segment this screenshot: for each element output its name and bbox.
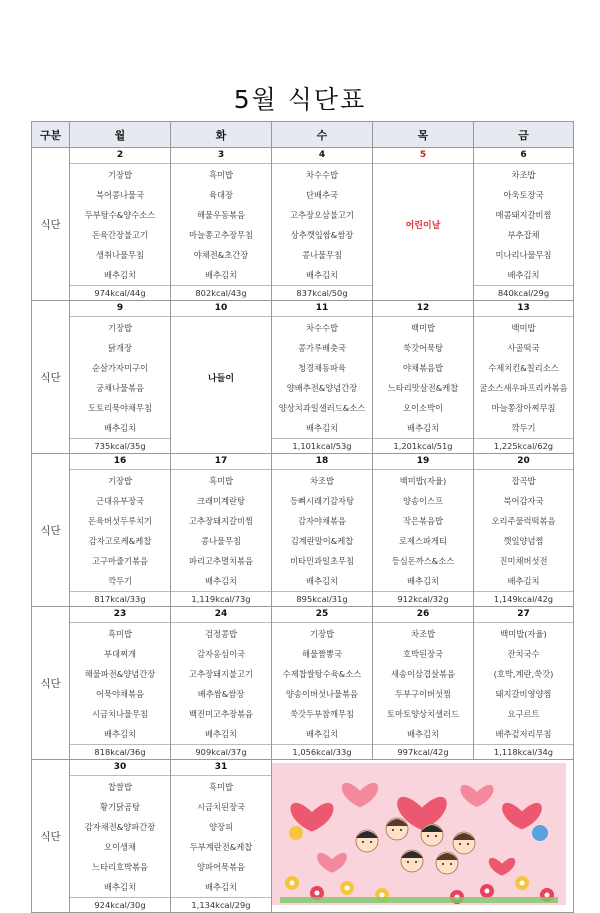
day-number: 25 (272, 607, 372, 623)
menu-items (272, 623, 372, 744)
menu-item: 백미밥 (511, 322, 536, 333)
menu-items (272, 470, 372, 591)
day-cell (474, 607, 574, 760)
header-category: 구분 (32, 122, 70, 148)
menu-item: 검정콩밥 (204, 628, 238, 639)
menu-item: 요구르트 (507, 708, 540, 719)
menu-item: 북어감자국 (503, 495, 544, 506)
kcal-value: 1,134kcal/29g (171, 897, 271, 912)
menu-item: 느타리호박볶음 (91, 861, 149, 872)
kcal-value: 837kcal/50g (272, 285, 372, 300)
menu-item: 잔치국수 (507, 648, 540, 659)
menu-items (474, 470, 573, 591)
day-number: 2 (70, 148, 170, 164)
menu-item: 근대유부장국 (95, 495, 145, 506)
menu-item: 양송이스프 (402, 495, 444, 506)
menu-item: 백미밥(자율) (500, 628, 547, 639)
kcal-value: 1,201kcal/51g (373, 438, 473, 453)
menu-item: 해물우동볶음 (196, 209, 246, 220)
menu-items (171, 164, 271, 285)
week-row (32, 760, 574, 913)
menu-item: 감자옹심이국 (196, 648, 246, 659)
header-row (32, 122, 574, 148)
menu-item: 배추김치 (305, 422, 339, 433)
menu-item: 배추김치 (507, 575, 540, 586)
menu-item: 도토리묵야채무침 (87, 402, 153, 413)
menu-item: 흑미밥 (107, 628, 133, 639)
menu-item: 해물파전&양념간장 (84, 668, 156, 679)
kcal-value: 924kcal/30g (70, 897, 170, 912)
page-title: 5월 식단표 (233, 85, 367, 114)
header-friday: 금 (474, 122, 574, 148)
day-number: 16 (70, 454, 170, 470)
menu-item: 배추김치 (507, 269, 540, 280)
menu-item: 배추김치 (406, 728, 440, 739)
menu-items (474, 164, 573, 285)
menu-item: 호박된장국 (402, 648, 444, 659)
menu-item: 기장밥 (107, 322, 133, 333)
day-number: 4 (272, 148, 372, 164)
day-cell (373, 301, 474, 454)
menu-item: 시금치된장국 (196, 801, 246, 812)
menu-item: 북어콩나물국 (95, 189, 145, 200)
day-number: 17 (171, 454, 271, 470)
header-monday: 월 (70, 122, 171, 148)
menu-item: 배추김치 (406, 575, 440, 586)
day-number: 27 (474, 607, 573, 623)
day-cell (70, 148, 171, 301)
menu-item: 두부계란전&케찹 (189, 841, 253, 852)
menu-item: 매콤돼지갈비찜 (495, 209, 552, 220)
menu-item: 상추깻잎쌈&쌈장 (290, 229, 354, 240)
menu-items (474, 317, 573, 438)
menu-item: 닭개장 (107, 342, 133, 353)
menu-item: 배추쌈&쌈장 (197, 688, 245, 699)
menu-item: 흑미밥 (208, 781, 234, 792)
day-cell (272, 607, 373, 760)
menu-item: 양송이버섯나물볶음 (285, 688, 359, 699)
kcal-value: 895kcal/31g (272, 591, 372, 606)
kcal-value: 802kcal/43g (171, 285, 271, 300)
illustration-cell (272, 760, 574, 913)
kcal-value: 1,118kcal/34g (474, 744, 573, 759)
menu-item: 단배추국 (305, 189, 339, 200)
menu-item: 기장밥 (107, 475, 133, 486)
menu-item: 양상치과일샐러드&소스 (278, 402, 366, 413)
menu-item: 쑥갓두부참깨무침 (289, 708, 355, 719)
menu-item: 차수수밥 (305, 322, 339, 333)
kcal-value: 1,149kcal/42g (474, 591, 573, 606)
menu-item: 기장밥 (107, 169, 133, 180)
menu-item: 차조밥 (309, 475, 335, 486)
row-label: 식단 (32, 454, 70, 607)
day-number: 12 (373, 301, 473, 317)
menu-item: 순살가자미구이 (91, 362, 149, 373)
day-cell (171, 454, 272, 607)
day-number: 26 (373, 607, 473, 623)
menu-item: 돈육버섯두루치기 (87, 515, 153, 526)
menu-item: 비타민과일초무침 (289, 555, 355, 566)
holiday-label: 어린이날 (405, 220, 441, 231)
menu-item: 굴소스새우파프리카볶음 (479, 382, 568, 393)
kcal-value: 735kcal/35g (70, 438, 170, 453)
header-thursday: 목 (373, 122, 474, 148)
kcal-value: 997kcal/42g (373, 744, 473, 759)
day-number: 18 (272, 454, 372, 470)
menu-item: 양배추전&양념간장 (286, 382, 358, 393)
menu-item: 부대찌개 (103, 648, 137, 659)
day-cell (272, 148, 373, 301)
day-number: 24 (171, 607, 271, 623)
menu-items (171, 776, 271, 897)
menu-item: 깻잎양념찜 (503, 535, 544, 546)
kcal-value: 1,101kcal/53g (272, 438, 372, 453)
menu-item: 깍두기 (107, 575, 133, 586)
menu-items (171, 470, 271, 591)
day-cell (373, 454, 474, 607)
kcal-value: 818kcal/36g (70, 744, 170, 759)
menu-item: 배추김치 (305, 269, 339, 280)
menu-item: 사골떡국 (507, 342, 540, 353)
menu-item: 고추장돼지불고기 (188, 668, 254, 679)
menu-item: 야채볶음밥 (402, 362, 444, 373)
menu-item: 흑미밥 (208, 475, 234, 486)
menu-item: 부추잡채 (507, 229, 540, 240)
menu-item: 돼지갈비영양찜 (495, 688, 552, 699)
menu-item: 해물짬뽕국 (301, 648, 343, 659)
menu-item: 마늘쫑장아찌무침 (491, 402, 556, 413)
menu-item: 아욱토장국 (503, 189, 544, 200)
menu-items (70, 470, 170, 591)
week-row (32, 454, 574, 607)
menu-item: 감자고로케&케찹 (88, 535, 152, 546)
menu-items (171, 623, 271, 744)
menu-item: 배추김치 (103, 269, 137, 280)
family-illustration-icon (272, 763, 566, 905)
menu-item: 배추김치 (406, 422, 440, 433)
day-cell (272, 454, 373, 607)
day-number: 20 (474, 454, 573, 470)
kcal-value: 817kcal/33g (70, 591, 170, 606)
menu-item: 궁채나물볶음 (95, 382, 145, 393)
menu-item: 배추김치 (305, 728, 339, 739)
day-number: 5 (373, 148, 473, 164)
day-number: 19 (373, 454, 473, 470)
day-cell (70, 607, 171, 760)
row-label: 식단 (32, 301, 70, 454)
day-cell (171, 760, 272, 913)
menu-item: 찹쌀밥 (107, 781, 133, 792)
menu-item: 두부구이버섯찜 (394, 688, 452, 699)
menu-item: 돈육간장불고기 (91, 229, 149, 240)
menu-item: 차조밥 (511, 169, 536, 180)
menu-item: 기장밥 (309, 628, 335, 639)
menu-item: 두부탕수&양수소스 (84, 209, 156, 220)
kcal-value: 974kcal/44g (70, 285, 170, 300)
menu-item: 감자야채볶음 (297, 515, 347, 526)
menu-item: 감자채전&양파간장 (84, 821, 156, 832)
kcal-value: 840kcal/29g (474, 285, 573, 300)
day-cell (171, 148, 272, 301)
menu-items (70, 164, 170, 285)
menu-item: 흑미밥 (208, 169, 234, 180)
menu-item: 양파어묵볶음 (196, 861, 246, 872)
menu-item: 고추장오삼불고기 (289, 209, 355, 220)
day-cell (474, 301, 574, 454)
menu-item: 로제스파게티 (398, 535, 448, 546)
menu-item: 황기닭곰탕 (99, 801, 141, 812)
menu-items (373, 317, 473, 438)
menu-item: 어묵야채볶음 (95, 688, 145, 699)
menu-items (373, 470, 473, 591)
row-label: 식단 (32, 760, 70, 913)
menu-item: 콩가루배춧국 (297, 342, 347, 353)
day-cell (70, 301, 171, 454)
kcal-value: 1,119kcal/73g (171, 591, 271, 606)
menu-item: 배추김치 (204, 575, 238, 586)
menu-items (70, 776, 170, 897)
kcal-value: 1,056kcal/33g (272, 744, 372, 759)
menu-item: 토마토양상치샐러드 (386, 708, 460, 719)
menu-item: 작은볶음밥 (402, 515, 444, 526)
day-number: 6 (474, 148, 573, 164)
special-note (171, 317, 271, 437)
menu-item: 콩나물무침 (200, 535, 242, 546)
menu-item: 파리고추멸치볶음 (188, 555, 254, 566)
menu-item: 등뼈시래기감자탕 (289, 495, 355, 506)
day-number: 3 (171, 148, 271, 164)
menu-item: 수제치킨&칠리소스 (488, 362, 559, 373)
menu-item: 등심돈까스&소스 (391, 555, 455, 566)
menu-item: 진미채버섯전 (499, 555, 548, 566)
menu-item: 고구마줄기볶음 (91, 555, 149, 566)
week-row (32, 301, 574, 454)
menu-item: 시금치나물무침 (91, 708, 149, 719)
row-label: 식단 (32, 607, 70, 760)
day-cell (474, 454, 574, 607)
menu-items (272, 317, 372, 438)
menu-item: 청경채동파육 (297, 362, 347, 373)
day-cell (171, 607, 272, 760)
menu-item: 미나리나물무침 (495, 249, 552, 260)
menu-table (31, 121, 574, 913)
day-number: 23 (70, 607, 170, 623)
menu-item: 마늘쫑고추장무침 (188, 229, 254, 240)
day-cell (373, 607, 474, 760)
menu-item: 깍두기 (511, 422, 536, 433)
day-number: 10 (171, 301, 271, 317)
menu-items (373, 623, 473, 744)
row-label: 식단 (32, 148, 70, 301)
menu-item: 고추장돼지갈비찜 (188, 515, 254, 526)
menu-item: 배추김치 (103, 422, 137, 433)
day-cell (474, 148, 574, 301)
menu-item: 느타리맛살전&케찹 (387, 382, 459, 393)
menu-item: 차수수밥 (305, 169, 339, 180)
menu-items (70, 317, 170, 438)
day-number: 11 (272, 301, 372, 317)
day-cell (272, 301, 373, 454)
menu-item: 배추김치 (204, 728, 238, 739)
menu-item: 백진미고추장볶음 (188, 708, 254, 719)
kcal-value: 909kcal/37g (171, 744, 271, 759)
day-cell (70, 760, 171, 913)
kcal-value: 1,225kcal/62g (474, 438, 573, 453)
menu-item: (호박,계란,쑥갓) (493, 668, 554, 679)
outing-label: 나들이 (207, 373, 235, 384)
menu-item: 잡곡밥 (511, 475, 536, 486)
day-number: 31 (171, 760, 271, 776)
menu-item: 차조밥 (410, 628, 436, 639)
header-wednesday: 수 (272, 122, 373, 148)
menu-item: 생취나물무침 (95, 249, 145, 260)
menu-item: 배추김치 (305, 575, 339, 586)
menu-items (70, 623, 170, 744)
special-note (373, 164, 473, 284)
menu-item: 쑥갓어묵탕 (402, 342, 444, 353)
week-row (32, 148, 574, 301)
kcal-value: 912kcal/32g (373, 591, 473, 606)
day-cell (70, 454, 171, 607)
menu-items (474, 623, 573, 744)
header-tuesday: 화 (171, 122, 272, 148)
menu-item: 백미밥 (410, 322, 436, 333)
day-number: 9 (70, 301, 170, 317)
menu-item: 배추김치 (204, 269, 238, 280)
menu-item: 콩나물무침 (301, 249, 343, 260)
menu-item: 백미밥(자율) (399, 475, 447, 486)
menu-item: 새송이삼겹살볶음 (390, 668, 456, 679)
menu-item: 양장피 (208, 821, 234, 832)
menu-item: 오이소박이 (402, 402, 444, 413)
day-number: 13 (474, 301, 573, 317)
day-cell (171, 301, 272, 454)
menu-item: 배추김치 (103, 881, 137, 892)
day-cell (373, 148, 474, 301)
menu-item: 오이생채 (103, 841, 137, 852)
menu-item: 크래미계란탕 (196, 495, 246, 506)
week-row (32, 607, 574, 760)
menu-items (272, 164, 372, 285)
menu-item: 배추김치 (204, 881, 238, 892)
menu-item: 오리주물럭떡볶음 (491, 515, 556, 526)
menu-item: 배추김치 (103, 728, 137, 739)
menu-item: 배추겉저리무침 (495, 728, 552, 739)
menu-item: 육대장 (208, 189, 234, 200)
day-number: 30 (70, 760, 170, 776)
menu-item: 김계란말이&케찹 (290, 535, 354, 546)
menu-item: 야채전&초간장 (193, 249, 249, 260)
menu-item: 수제찹쌀탕수육&소스 (282, 668, 362, 679)
